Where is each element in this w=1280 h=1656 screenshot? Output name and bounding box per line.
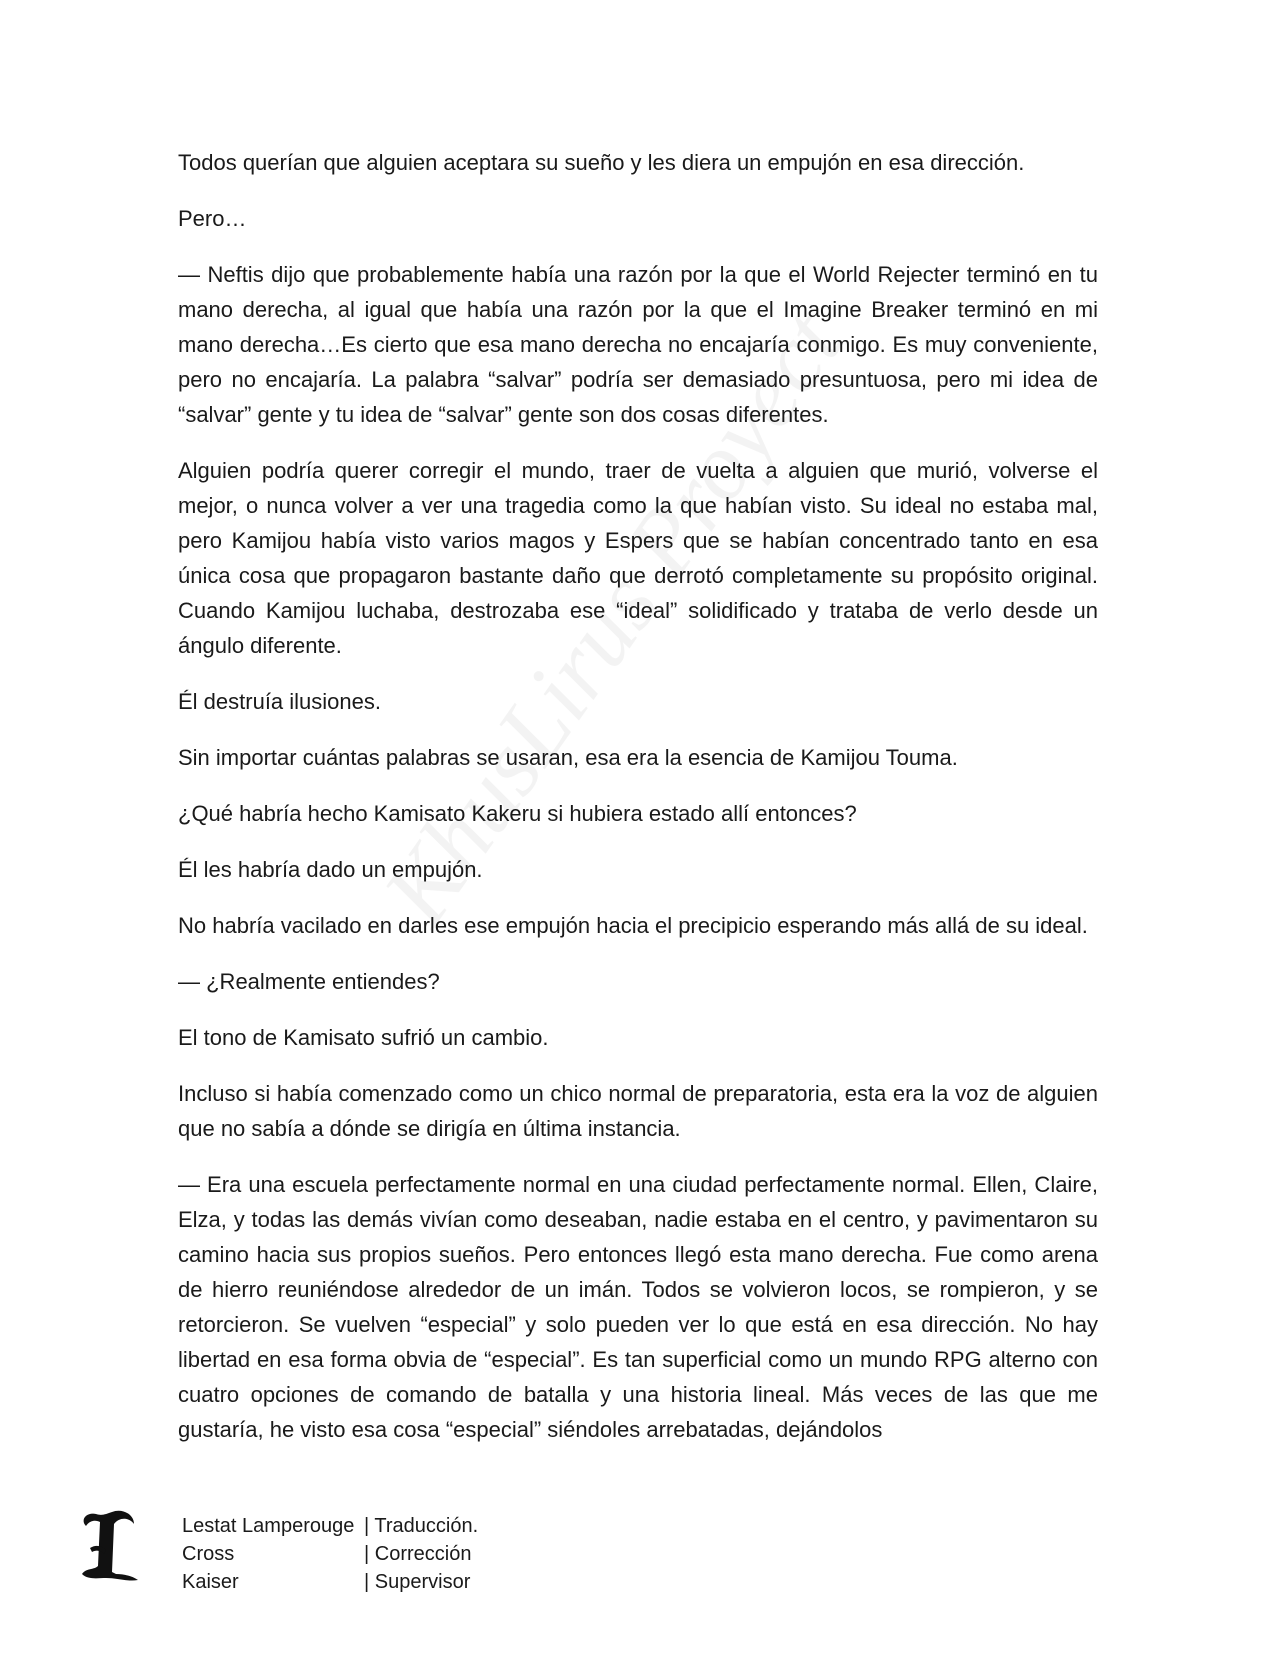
- body-text: [178, 145, 1098, 1468]
- credit-row: [182, 1540, 478, 1568]
- paragraph: Incluso si había comenzado como un chico normal de preparatoria, esta era la voz de alguien que no sabía a dónde se dirigía en última instancia.: [178, 1081, 1098, 1141]
- credit-role: | Corrección: [364, 1543, 472, 1565]
- paragraph: Él les habría dado un empujón.: [178, 857, 483, 882]
- paragraph: — ¿Realmente entiendes?: [178, 969, 440, 994]
- paragraph: — Era una escuela perfectamente normal en una ciudad perfectamente normal. Ellen, Claire, Elza, y todas las demás vivían como deseaban, nadie estaba en el centro, y pavimentaron su camino hacia sus propios sueños. Pero entonces llegó esta mano derecha. Fue como arena de hierro reuniéndose alrededor de un imán. Todos se volvieron locos, se rompieron, y se retorcieron. Se vuelven “especial” y solo pueden ver lo que está en esa dirección. No hay libertad en esa forma obvia de “especial”. Es tan superficial como un mundo RPG alterno con cuatro opciones de comando de batalla y una historia lineal. Más veces de las que me gustaría, he visto esa cosa “especial” siéndoles arrebatadas, dejándolos: [178, 1172, 1098, 1442]
- paragraph: Pero…: [178, 206, 247, 231]
- credits: [182, 1512, 478, 1596]
- paragraph: Sin importar cuántas palabras se usaran, esa era la esencia de Kamijou Touma.: [178, 745, 958, 770]
- credit-role: | Supervisor: [364, 1571, 471, 1593]
- credit-name: Cross: [182, 1543, 235, 1565]
- credit-row: [182, 1568, 478, 1596]
- credit-row: [182, 1512, 478, 1540]
- credit-name: Lestat Lamperouge: [182, 1515, 355, 1537]
- paragraph: Él destruía ilusiones.: [178, 689, 381, 714]
- gothic-l-logo-icon: [76, 1508, 142, 1588]
- paragraph: Alguien podría querer corregir el mundo, traer de vuelta a alguien que murió, volverse el mejor, o nunca volver a ver una tragedia como la que habían visto. Su ideal no estaba mal, pero Kamijou había visto varios magos y Espers que se habían concentrado tanto en esa única cosa que propagaron bastante daño que derrotó completamente su propósito original. Cuando Kamijou luchaba, destrozaba ese “ideal” solidificado y trataba de verlo desde un ángulo diferente.: [178, 458, 1098, 658]
- paragraph: El tono de Kamisato sufrió un cambio.: [178, 1025, 549, 1050]
- paragraph: — Neftis dijo que probablemente había una razón por la que el World Rejecter terminó en tu mano derecha, al igual que había una razón por la que el Imagine Breaker terminó en mi mano derecha…Es cierto que esa mano derecha no encajaría conmigo. Es muy conveniente, pero no encajaría. La palabra “salvar” podría ser demasiado presuntuosa, pero mi idea de “salvar” gente y tu idea de “salvar” gente son dos cosas diferentes.: [178, 262, 1098, 427]
- credit-role: | Traducción.: [364, 1515, 479, 1537]
- credit-name: Kaiser: [182, 1571, 239, 1593]
- paragraph: ¿Qué habría hecho Kamisato Kakeru si hubiera estado allí entonces?: [178, 801, 857, 826]
- paragraph: Todos querían que alguien aceptara su sueño y les diera un empujón en esa dirección.: [178, 150, 1025, 175]
- paragraph: No habría vacilado en darles ese empujón hacia el precipicio esperando más allá de su ideal.: [178, 913, 1088, 938]
